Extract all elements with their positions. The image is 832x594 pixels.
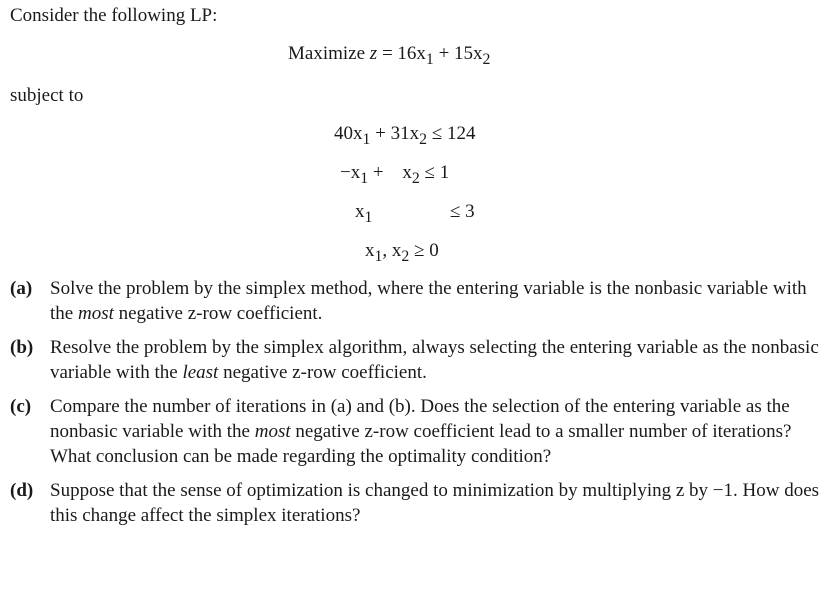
constraint-3-var: $x_1$ bbox=[355, 201, 373, 226]
objective-sub2: 2 bbox=[482, 50, 491, 68]
part-d-text: Suppose that the sense of optimization is changed to minimization by multiplying z by −1. How does this change affect the simplex iterations? bbox=[50, 480, 820, 526]
constraint-1 bbox=[0, 123, 832, 149]
objective-term1: = 16x bbox=[377, 43, 426, 64]
part-d-label: (d) bbox=[10, 480, 34, 501]
constraint-nonneg-text: $x_1$, $x_2 \ge 0$ bbox=[365, 240, 439, 265]
problem-intro: Consider the following LP: bbox=[10, 5, 218, 26]
part-b bbox=[10, 335, 822, 385]
part-c-text: Compare the number of iterations in (a) and (b). Does the selection of the entering variable as the nonbasic variable with the most negative z-row coefficient lead to a smaller number of iterations? What conclusion can be made regarding the optimality condition? bbox=[50, 396, 792, 467]
part-a-label: (a) bbox=[10, 278, 33, 299]
part-b-text: Resolve the problem by the simplex algorithm, always selecting the entering variable as the nonbasic variable with the least negative z-row coefficient. bbox=[50, 337, 819, 383]
objective-z: z bbox=[369, 43, 378, 64]
part-c bbox=[10, 394, 822, 469]
objective-prefix: Maximize bbox=[288, 43, 370, 64]
part-a bbox=[10, 276, 822, 326]
question-parts bbox=[10, 276, 822, 537]
constraint-1-text: $40x_1 + 31x_2 \le 124$ bbox=[334, 123, 476, 148]
part-d bbox=[10, 478, 822, 528]
part-a-text: Solve the problem by the simplex method, where the entering variable is the nonbasic variable with the most negative z-row coefficient. bbox=[50, 278, 807, 324]
constraint-2 bbox=[0, 162, 832, 188]
constraint-3-rel: ≤ 3 bbox=[450, 201, 475, 222]
part-c-label: (c) bbox=[10, 396, 32, 417]
constraint-nonneg bbox=[0, 240, 832, 266]
objective-sub1: 1 bbox=[425, 50, 434, 68]
part-b-label: (b) bbox=[10, 337, 34, 358]
subject-to-label: subject to bbox=[10, 85, 84, 106]
objective-term2: + 15x bbox=[433, 43, 483, 64]
constraint-2-text: $-x_1 + x_2 \le 1$ bbox=[340, 162, 450, 187]
objective-function bbox=[288, 43, 490, 69]
constraint-3 bbox=[0, 201, 832, 227]
